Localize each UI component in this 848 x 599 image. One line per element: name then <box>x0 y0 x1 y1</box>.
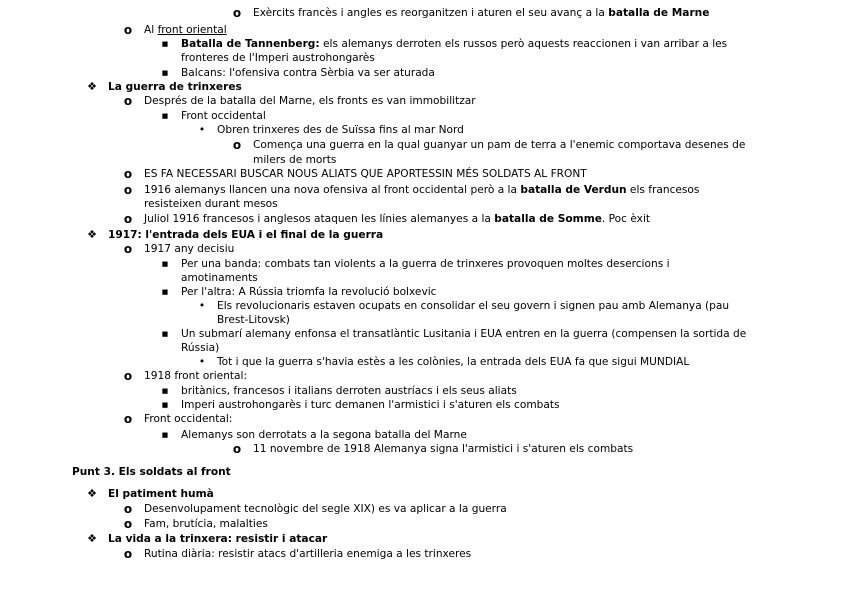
text-run: fronteres de l'Imperi austrohongarès <box>181 52 375 64</box>
line-text <box>144 167 587 181</box>
bold-text: batalla de Somme <box>494 213 602 225</box>
list-bullet-icon: o <box>123 94 133 108</box>
list-bullet-icon: ❖ <box>87 487 97 500</box>
bold-text: Batalla de Tannenberg: <box>181 38 320 50</box>
text-run: Front occidental: <box>144 413 233 425</box>
bold-text: La vida a la trinxera: resistir i atacar <box>108 533 328 545</box>
line-text <box>181 66 435 80</box>
line-text <box>144 547 471 561</box>
bold-text: Punt 3. Els soldats al front <box>72 466 231 478</box>
list-bullet-icon: ▪ <box>161 286 169 298</box>
line-text <box>217 123 464 137</box>
text-run: 11 novembre de 1918 Alemanya signa l'armistici i s'aturen els combats <box>253 443 634 455</box>
line-text <box>144 23 227 37</box>
list-bullet-icon: o <box>232 138 242 152</box>
line-text <box>217 313 290 327</box>
list-bullet-icon: ❖ <box>87 228 97 241</box>
text-run: Exèrcits francès i angles es reorganitzen i aturen el seu avanç a la <box>253 7 609 19</box>
list-bullet-icon: ▪ <box>161 385 169 397</box>
text-run: Un submarí alemany enfonsa el transatlàntic Lusitania i EUA entren en la guerra (compensen la sortida de <box>181 328 747 340</box>
line-text <box>144 183 699 197</box>
list-bullet-icon: ▪ <box>161 110 169 122</box>
text-run: britànics, francesos i italians derroten austríacs i els seus aliats <box>181 385 517 397</box>
line-text <box>181 37 727 51</box>
text-run: els francesos <box>626 184 700 196</box>
list-bullet-icon: ▪ <box>161 328 169 340</box>
text-run: Imperi austrohongarès i turc demanen l'armistici i s'aturen els combats <box>181 399 560 411</box>
bold-text: El patiment humà <box>108 488 214 500</box>
line-text <box>217 299 729 313</box>
list-bullet-icon: o <box>232 442 242 456</box>
line-text <box>144 517 268 531</box>
list-bullet-icon: ▪ <box>161 429 169 441</box>
list-bullet-icon: ▪ <box>161 38 169 50</box>
text-run: . Poc èxit <box>601 213 651 225</box>
list-bullet-icon: o <box>123 517 133 531</box>
text-run: Fam, brutícia, malalties <box>144 518 268 530</box>
text-run: Els revolucionaris estaven ocupats en consolidar el seu govern i signen pau amb Alemanya (pau <box>217 300 730 312</box>
line-text <box>181 341 219 355</box>
line-text <box>144 412 232 426</box>
text-run: Tot i que la guerra s'havia estès a les colònies, la entrada dels EUA fa que sigui MUNDIAL <box>217 356 690 368</box>
list-bullet-icon: • <box>198 300 206 312</box>
text-run: Juliol 1916 francesos i anglesos ataquen les línies alemanyes a la <box>144 213 495 225</box>
line-text <box>144 369 247 383</box>
text-run: Brest-Litovsk) <box>217 314 290 326</box>
list-bullet-icon: o <box>123 242 133 256</box>
list-bullet-icon: ❖ <box>87 532 97 545</box>
list-bullet-icon: • <box>198 356 206 368</box>
text-run: Front occidental <box>181 110 266 122</box>
line-text <box>181 428 467 442</box>
list-bullet-icon: o <box>123 167 133 181</box>
list-bullet-icon: o <box>123 23 133 37</box>
text-run: 1917 any decisiu <box>144 243 235 255</box>
line-text <box>108 487 214 501</box>
list-bullet-icon: o <box>123 183 133 197</box>
line-text <box>253 442 633 456</box>
line-text <box>181 257 670 271</box>
text-run: Obren trinxeres des de Suïssa fins al mar Nord <box>217 124 464 136</box>
line-text <box>144 502 507 516</box>
list-bullet-icon: o <box>123 412 133 426</box>
list-bullet-icon: o <box>123 212 133 226</box>
text-run: Alemanys son derrotats a la segona batalla del Marne <box>181 429 467 441</box>
line-text <box>181 384 517 398</box>
line-text <box>108 80 242 94</box>
text-run: Balcans: l'ofensiva contra Sèrbia va ser aturada <box>181 67 435 79</box>
line-text <box>253 138 745 152</box>
list-bullet-icon: o <box>232 6 242 20</box>
list-bullet-icon: ▪ <box>161 399 169 411</box>
text-run: Al <box>144 24 158 36</box>
list-bullet-icon: ❖ <box>87 80 97 93</box>
text-run: els alemanys derroten els russos però aquests reaccionen i van arribar a les <box>319 38 728 50</box>
list-bullet-icon: o <box>123 502 133 516</box>
line-text <box>144 197 278 211</box>
text-run: Comença una guerra en la qual guanyar un pam de terra a l'enemic comportava desenes de <box>253 139 746 151</box>
line-text <box>181 51 375 65</box>
text-run: Per una banda: combats tan violents a la guerra de trinxeres provoquen moltes desercions i <box>181 258 670 270</box>
line-text <box>181 109 266 123</box>
bold-text: batalla de Verdun <box>520 184 627 196</box>
line-text <box>181 327 746 341</box>
list-bullet-icon: o <box>123 547 133 561</box>
text-run: resisteixen durant mesos <box>144 198 278 210</box>
line-text <box>144 94 476 108</box>
list-bullet-icon: ▪ <box>161 258 169 270</box>
text-run: Per l'altra: A Rússia triomfa la revolució bolxevic <box>181 286 437 298</box>
line-text <box>253 6 709 20</box>
text-run: Desenvolupament tecnològic del segle XIX) es va aplicar a la guerra <box>144 503 507 515</box>
underlined-text: front oriental <box>157 24 227 36</box>
line-text <box>144 212 650 226</box>
line-text <box>181 271 258 285</box>
line-text <box>217 355 689 369</box>
bold-text: La guerra de trinxeres <box>108 81 242 93</box>
text-run: milers de morts <box>253 154 337 166</box>
text-run: 1916 alemanys llancen una nova ofensiva al front occidental però a la <box>144 184 521 196</box>
list-bullet-icon: ▪ <box>161 67 169 79</box>
text-run: ES FA NECESSARI BUSCAR NOUS ALIATS QUE APORTESSIN MÉS SOLDATS AL FRONT <box>144 168 587 180</box>
text-run: Rutina diària: resistir atacs d'artilleria enemiga a les trinxeres <box>144 548 472 560</box>
list-bullet-icon: • <box>198 124 206 136</box>
line-text <box>181 285 437 299</box>
text-run: Rússia) <box>181 342 220 354</box>
line-text <box>72 465 231 479</box>
line-text <box>253 153 336 167</box>
list-bullet-icon: o <box>123 369 133 383</box>
text-run: amotinaments <box>181 272 258 284</box>
text-run: Després de la batalla del Marne, els fronts es van immobilitzar <box>144 95 476 107</box>
text-run: 1918 front oriental: <box>144 370 248 382</box>
bold-text: 1917: l'entrada dels EUA i el final de la guerra <box>108 229 384 241</box>
line-text <box>144 242 234 256</box>
line-text <box>181 398 560 412</box>
bold-text: batalla de Marne <box>608 7 710 19</box>
line-text <box>108 228 383 242</box>
line-text <box>108 532 327 546</box>
